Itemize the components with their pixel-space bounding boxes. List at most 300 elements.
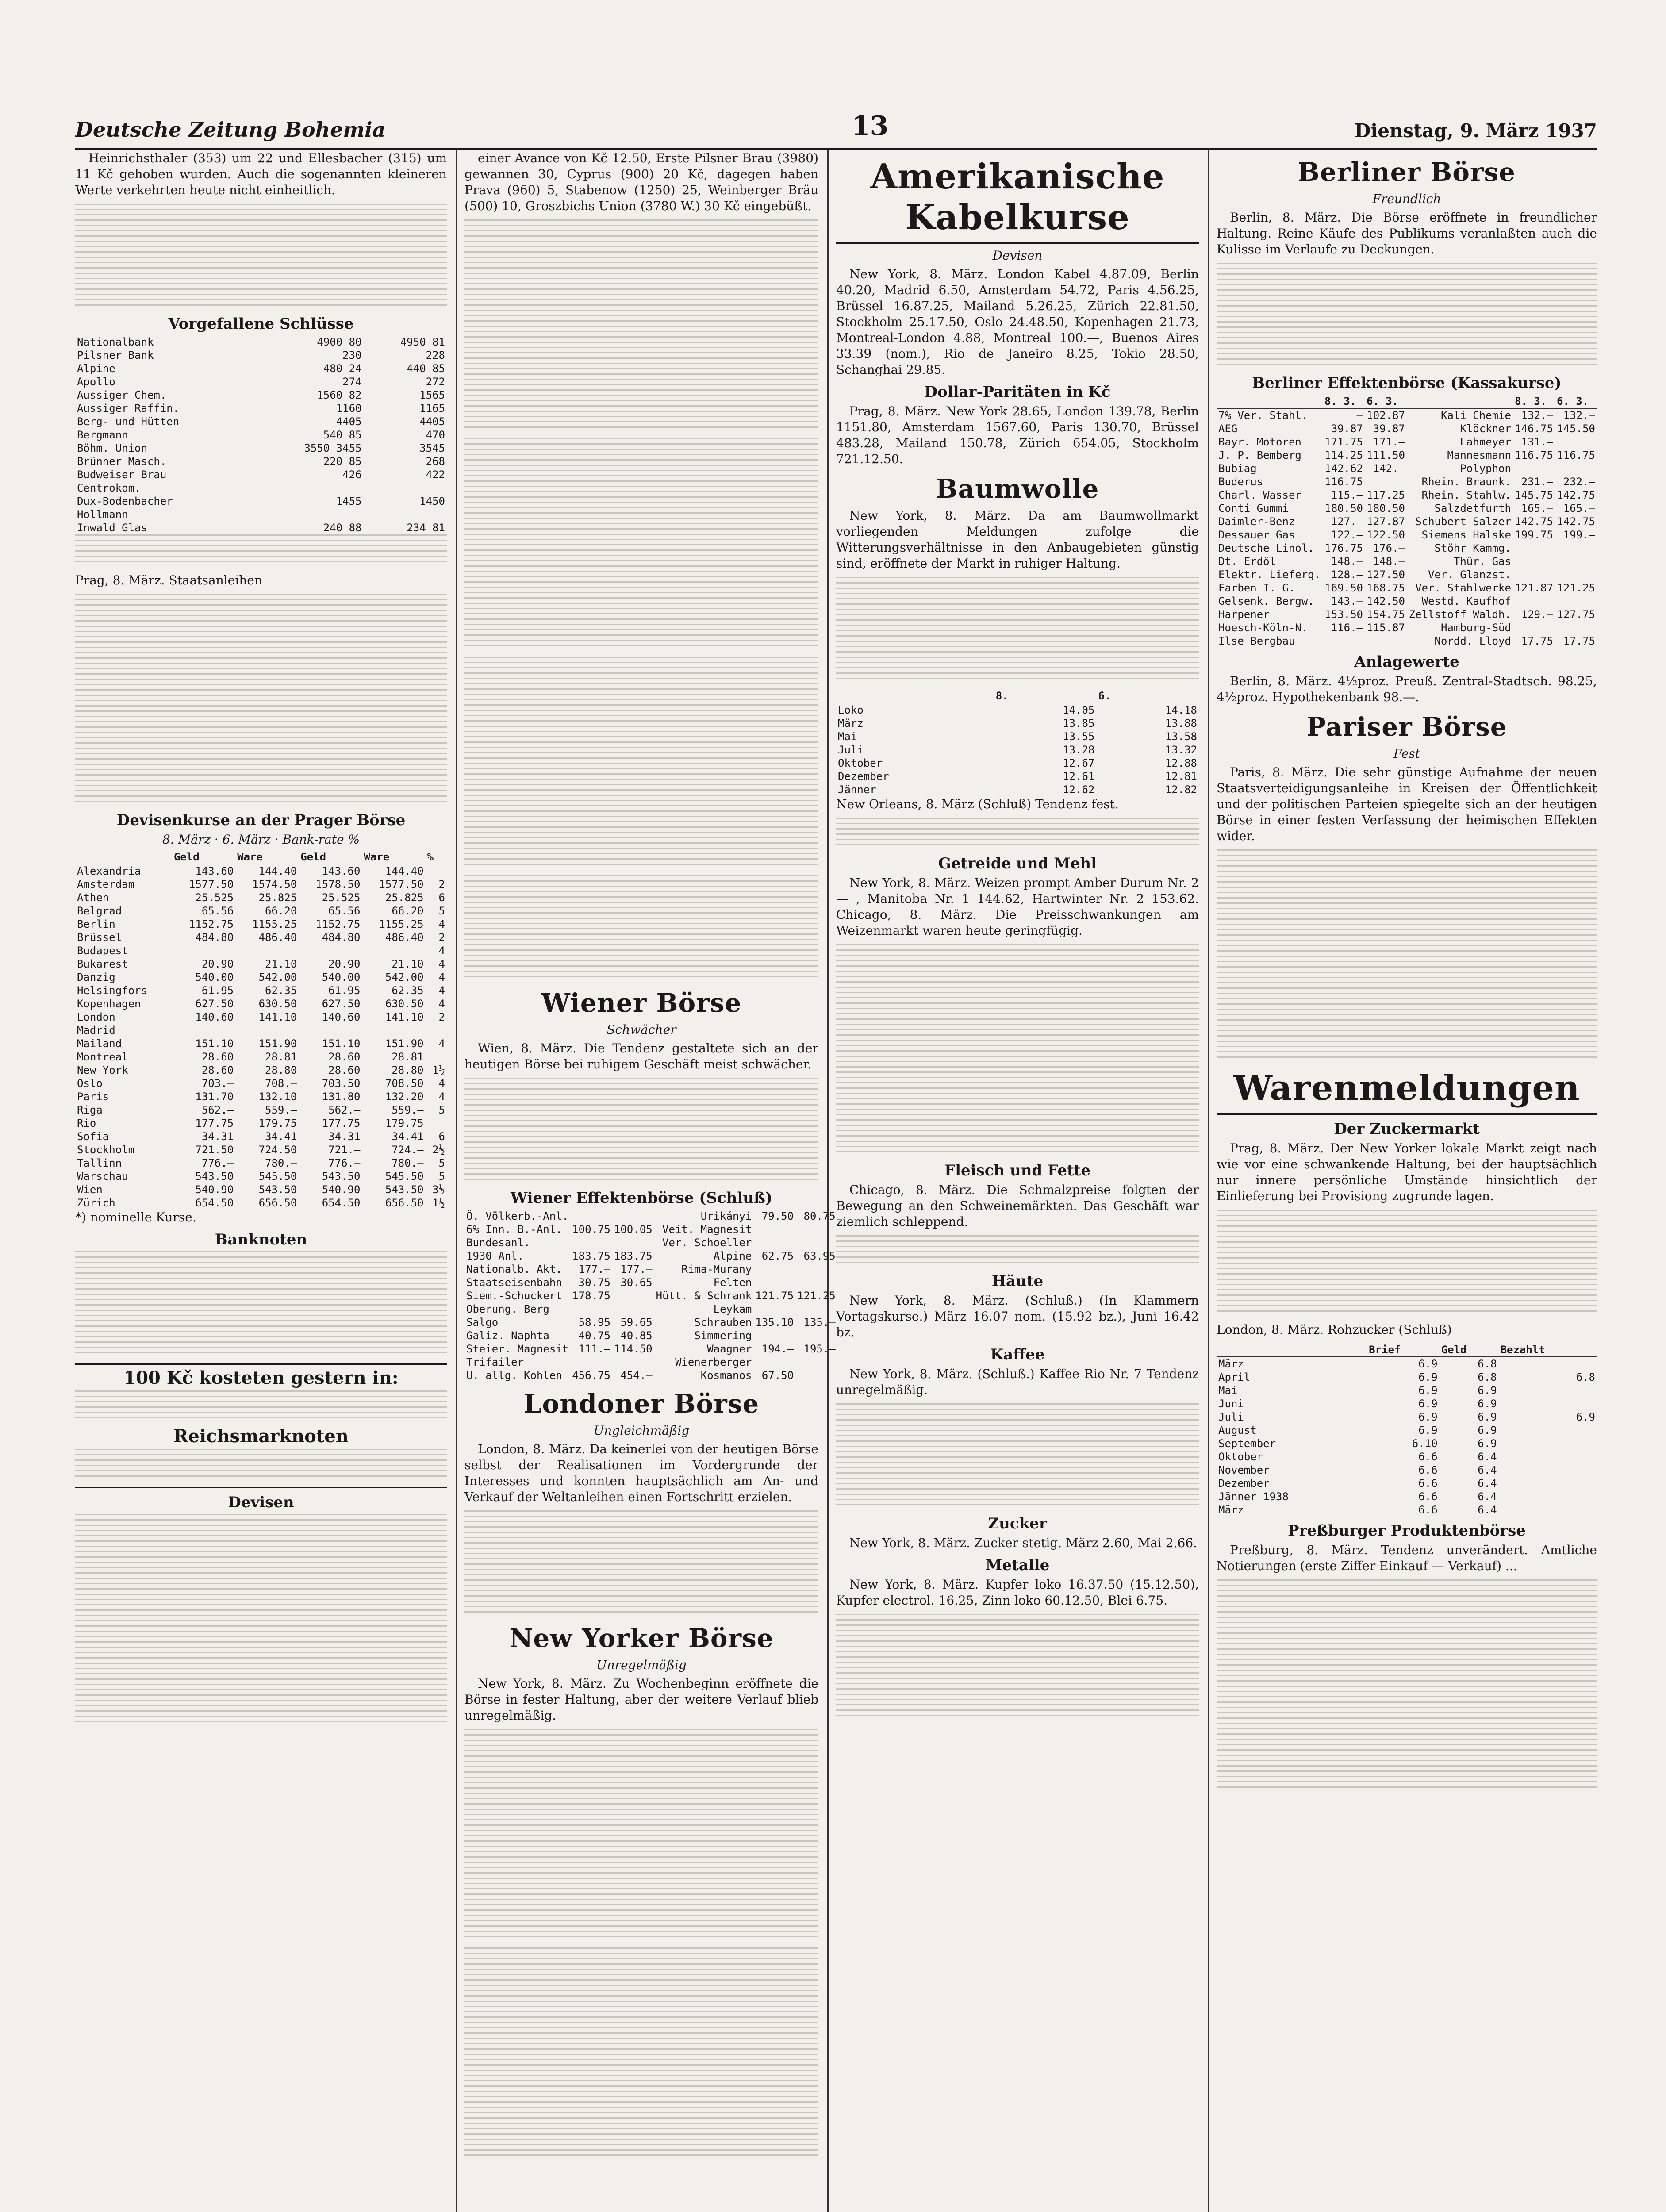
table-cell: 230 xyxy=(342,349,362,361)
table-cell: 169.50 xyxy=(1324,582,1363,594)
column-rule xyxy=(1208,150,1209,2212)
table-cell: 115.87 xyxy=(1367,622,1405,634)
table-cell: Urikányi xyxy=(700,1210,752,1222)
table-cell: 141.10 xyxy=(258,1011,297,1023)
table-cell: Salgo xyxy=(466,1316,499,1329)
table-cell: 486.40 xyxy=(258,931,297,944)
currency-row xyxy=(75,984,447,997)
table-cell xyxy=(1499,1397,1597,1410)
table-cell xyxy=(753,1329,795,1342)
article-text: einer Avance von Kč 12.50, Erste Pilsner Brau (3980) gewannen 30, Cyprus (900) 20 Kč, dagegen haben Prava (960) 5, Stabenow (1250) 25, Weinberger Bräu (500) 10, Groszbichs Union (3780 W.) 30 Kč eingebüßt. xyxy=(464,151,818,213)
table-cell: Thür. Gas xyxy=(1453,555,1511,568)
table-cell: Schrauben xyxy=(694,1316,752,1329)
article-text: New York, 8. März. Zu Wochenbeginn eröffnete die Börse in fester Haltung, aber der weitere Verlauf blieb unregelmäßig. xyxy=(464,1676,818,1723)
table-cell: 776.— xyxy=(201,1157,234,1169)
table-cell: Galiz. Naphta xyxy=(466,1329,549,1342)
table-cell xyxy=(795,1276,837,1289)
article-text: Wien, 8. März. Die Tendenz gestaltete sich an der heutigen Börse bei ruhigem Geschäft meist schwächer. xyxy=(464,1041,818,1071)
column-1 xyxy=(75,150,447,2212)
table-cell xyxy=(362,944,425,957)
table-cell xyxy=(1499,1490,1597,1503)
table-cell: Hoesch-Köln-N. xyxy=(1218,622,1308,634)
table-cell xyxy=(795,1329,837,1342)
stock-row xyxy=(464,1302,837,1316)
table-cell: 179.75 xyxy=(385,1117,424,1129)
table-cell: Centrokom. xyxy=(77,482,141,494)
sugar-table xyxy=(1217,1343,1597,1517)
table-cell: 151.90 xyxy=(385,1037,424,1050)
page-number: 13 xyxy=(851,111,889,142)
section-heading: Devisen xyxy=(228,1494,294,1511)
table-cell: 1455 xyxy=(336,495,362,507)
table-cell: 143.60 xyxy=(195,865,234,877)
stock-row xyxy=(464,1276,837,1289)
table-cell: 780.— xyxy=(265,1157,297,1169)
table-cell: 627.50 xyxy=(322,998,361,1010)
table-cell: 40.85 xyxy=(620,1329,653,1342)
table-cell: 1½ xyxy=(432,1064,445,1076)
table-cell: Salzdetfurth xyxy=(1434,502,1511,515)
berlin-stock-table xyxy=(1217,395,1597,648)
currency-row xyxy=(75,1037,447,1050)
table-cell: 6.6 xyxy=(1418,1490,1438,1503)
section-heading: New Yorker Börse xyxy=(509,1623,774,1653)
table-cell xyxy=(426,1050,447,1064)
section-heading: Berliner Effektenbörse (Kassakurse) xyxy=(1252,374,1562,392)
column-header: Ware xyxy=(362,850,425,864)
table-cell: 708.— xyxy=(265,1077,297,1090)
table-cell: 6.9 xyxy=(1478,1424,1497,1436)
article-text: Preßburg, 8. März. Tendenz unverändert. Amtliche Notierungen (erste Ziffer Einkauf — Verkauf) ... xyxy=(1217,1543,1597,1573)
table-cell: Rhein. Braunk. xyxy=(1421,476,1511,488)
column-header: 8. 3. xyxy=(1513,395,1555,408)
cotton-row xyxy=(836,743,1199,757)
stock-row xyxy=(75,442,447,455)
table-cell xyxy=(1365,475,1407,488)
table-cell: 274 xyxy=(342,376,362,388)
table-cell xyxy=(612,1356,654,1369)
table-cell: 13.58 xyxy=(1165,730,1197,743)
table-cell: 3½ xyxy=(432,1183,445,1196)
table-cell: 142.75 xyxy=(1557,489,1595,501)
table-cell: 232.— xyxy=(1563,476,1595,488)
table-cell: 542.00 xyxy=(385,971,424,983)
table-cell: 116.— xyxy=(1331,622,1363,634)
table-cell: 142.50 xyxy=(1367,595,1405,607)
section-heading: Pariser Börse xyxy=(1306,712,1507,742)
table-cell: 6.9 xyxy=(1418,1358,1438,1370)
table-cell xyxy=(426,1117,447,1130)
article-text: New York, 8. März. Kupfer loko 16.37.50 (15.12.50), Kupfer electrol. 16.25, Zinn loko 60.12.50, Blei 6.75. xyxy=(836,1577,1199,1608)
stock-row xyxy=(75,495,447,508)
section-heading: Dollar-Paritäten in Kč xyxy=(924,383,1111,401)
section-subheading: Schwächer xyxy=(607,1022,676,1037)
table-cell: 30.65 xyxy=(620,1276,653,1289)
table-subheading: 8. März · 6. März · Bank-rate % xyxy=(162,832,360,847)
table-cell: 654.50 xyxy=(322,1197,361,1209)
table-cell xyxy=(299,1024,362,1037)
table-cell: 151.10 xyxy=(322,1037,361,1050)
table-cell: Loko xyxy=(838,704,864,716)
table-cell: 780.— xyxy=(392,1157,424,1169)
table-cell: Budapest xyxy=(77,945,128,957)
stock-row xyxy=(1217,515,1597,528)
text-block xyxy=(1217,1210,1597,1316)
table-cell: 151.10 xyxy=(195,1037,234,1050)
table-cell xyxy=(612,1289,654,1302)
table-cell: Conti Gummi xyxy=(1218,502,1289,515)
table-cell: 562.— xyxy=(201,1104,234,1116)
table-cell: Sofia xyxy=(77,1130,109,1143)
sugar-row xyxy=(1217,1503,1597,1517)
column-header: 6. 3. xyxy=(1365,395,1407,408)
table-cell: 121.75 xyxy=(755,1290,794,1302)
table-cell: 6.8 xyxy=(1478,1358,1497,1370)
table-cell: Klöckner xyxy=(1460,422,1511,435)
table-cell: 135.10 xyxy=(755,1316,794,1329)
table-cell: — xyxy=(1356,409,1363,422)
currency-row xyxy=(75,878,447,891)
table-cell: 559.— xyxy=(392,1104,424,1116)
table-cell: Veit. Magnesit xyxy=(662,1223,752,1236)
vienna-stock-table xyxy=(464,1210,837,1382)
table-cell: 7% Ver. Stahl. xyxy=(1218,409,1308,422)
table-cell: 540.00 xyxy=(322,971,361,983)
table-cell: Gelsenk. Bergw. xyxy=(1218,595,1314,607)
article-text: Chicago, 8. März. Die Schmalzpreise folgten der Bewegung an den Schweinemärkten. Das Geschäft war ziemlich schleppend. xyxy=(836,1183,1199,1229)
table-cell: Alexandria xyxy=(77,865,141,877)
table-cell xyxy=(753,1236,795,1249)
section-heading: Amerikanische Kabelkurse xyxy=(836,157,1199,244)
table-cell: 1450 xyxy=(419,495,445,507)
article-text: Berlin, 8. März. 4½proz. Preuß. Zentral-Stadtsch. 98.25, 4½proz. Hypothekenbank 98.—. xyxy=(1217,674,1597,704)
table-cell: 151.90 xyxy=(258,1037,297,1050)
table-cell: 4405 xyxy=(419,415,445,428)
table-header-row xyxy=(836,689,1199,703)
table-cell: 4 xyxy=(438,1037,445,1050)
table-cell: 17.75 xyxy=(1521,635,1553,647)
table-cell: Danzig xyxy=(77,971,115,983)
section-subheading: Devisen xyxy=(992,248,1043,263)
table-cell: 6.4 xyxy=(1478,1477,1497,1490)
table-cell xyxy=(570,1302,612,1316)
table-cell: Paris xyxy=(77,1091,109,1103)
table-cell: 6.4 xyxy=(1478,1504,1497,1516)
table-cell: 6.9 xyxy=(1418,1384,1438,1397)
table-cell: Ilse Bergbau xyxy=(1218,635,1295,647)
table-cell: 102.87 xyxy=(1367,409,1405,422)
currency-row xyxy=(75,1090,447,1103)
table-cell: 142.— xyxy=(1373,462,1405,475)
stock-row xyxy=(75,521,447,534)
table-cell: 5 xyxy=(438,905,445,917)
currency-row xyxy=(75,997,447,1010)
table-cell: Böhm. Union xyxy=(77,442,147,454)
section-heading: Londoner Börse xyxy=(523,1389,760,1419)
table-cell: Riga xyxy=(77,1104,103,1116)
column-rule xyxy=(456,150,457,2212)
table-cell: 4950 81 xyxy=(400,336,445,348)
table-cell: Ver. Stahlwerke xyxy=(1415,582,1511,594)
table-cell xyxy=(570,1236,612,1249)
table-cell: Elektr. Lieferg. xyxy=(1218,568,1321,581)
table-cell: 28.60 xyxy=(201,1051,234,1063)
currency-row xyxy=(75,904,447,918)
column-header: Geld xyxy=(299,850,362,864)
table-cell: 6.9 xyxy=(1418,1371,1438,1383)
table-cell xyxy=(1555,541,1597,555)
table-cell: 199.— xyxy=(1563,529,1595,541)
table-cell: 545.50 xyxy=(385,1170,424,1183)
table-cell: 1½ xyxy=(432,1197,445,1209)
section-heading: Zucker xyxy=(988,1515,1047,1532)
column-header xyxy=(75,850,172,864)
currency-table xyxy=(75,850,447,1210)
currency-row xyxy=(75,1050,447,1064)
table-cell: Bubiag xyxy=(1218,462,1257,475)
table-cell: 121.25 xyxy=(1557,582,1595,594)
stock-row xyxy=(1217,462,1597,475)
text-block xyxy=(836,1235,1199,1267)
table-cell: 131.70 xyxy=(195,1091,234,1103)
stock-row xyxy=(75,455,447,468)
table-cell xyxy=(258,508,363,521)
table-cell: 80.75 xyxy=(803,1210,836,1222)
table-cell: Oktober xyxy=(838,757,883,769)
table-cell: 132.20 xyxy=(385,1091,424,1103)
column-header: 8. xyxy=(994,689,1097,703)
text-block xyxy=(464,1078,818,1184)
table-cell: 422 xyxy=(426,469,445,481)
table-cell: Inwald Glas xyxy=(77,522,147,534)
section-heading: Banknoten xyxy=(215,1231,307,1248)
section-heading: Wiener Effektenbörse (Schluß) xyxy=(511,1189,772,1207)
table-cell: Apollo xyxy=(77,376,115,388)
table-cell: Pilsner Bank xyxy=(77,349,154,361)
section-subheading: Fest xyxy=(1393,746,1420,761)
table-cell: Rio xyxy=(77,1117,96,1129)
stock-row xyxy=(75,508,447,521)
table-cell xyxy=(1555,568,1597,581)
table-cell: 630.50 xyxy=(258,998,297,1010)
table-cell: 6.9 xyxy=(1478,1437,1497,1450)
table-cell: J. P. Bemberg xyxy=(1218,449,1301,461)
stock-row xyxy=(1217,408,1597,422)
stock-row xyxy=(75,428,447,442)
sugar-row xyxy=(1217,1437,1597,1450)
table-cell xyxy=(235,944,299,957)
column-header: 8. 3. xyxy=(1323,395,1365,408)
table-cell: 6.9 xyxy=(1418,1424,1438,1436)
table-cell: 6.8 xyxy=(1478,1371,1497,1383)
table-cell: 144.40 xyxy=(385,865,424,877)
table-cell: 62.35 xyxy=(392,984,424,997)
divider xyxy=(75,1487,447,1488)
table-cell: Wien xyxy=(77,1183,103,1196)
table-cell: 14.05 xyxy=(1063,704,1095,716)
stock-row xyxy=(1217,555,1597,568)
currency-row xyxy=(75,971,447,984)
table-cell xyxy=(426,1024,447,1037)
table-cell xyxy=(1513,568,1555,581)
column-header: 6. 3. xyxy=(1555,395,1597,408)
table-cell: 177.75 xyxy=(195,1117,234,1129)
table-cell: 627.50 xyxy=(195,998,234,1010)
text-block xyxy=(836,818,1199,849)
table-cell: 153.50 xyxy=(1324,608,1363,621)
table-cell: Helsingfors xyxy=(77,984,147,997)
table-cell: 165.— xyxy=(1563,502,1595,515)
table-cell: 3550 3455 xyxy=(304,442,362,454)
table-cell: 176.75 xyxy=(1324,542,1363,554)
table-cell xyxy=(1555,435,1597,449)
table-cell: Lahmeyer xyxy=(1460,436,1511,448)
table-cell: Tallinn xyxy=(77,1157,122,1169)
table-cell: 1165 xyxy=(419,402,445,415)
table-cell: Schubert Salzer xyxy=(1415,515,1511,528)
sugar-row xyxy=(1217,1410,1597,1424)
table-cell: 61.95 xyxy=(328,984,361,997)
stock-row xyxy=(1217,634,1597,648)
currency-row xyxy=(75,918,447,931)
table-cell: Siemens Halske xyxy=(1421,529,1511,541)
table-cell: New York xyxy=(77,1064,128,1076)
table-cell: 127.— xyxy=(1331,515,1363,528)
table-cell xyxy=(1513,541,1555,555)
table-cell: 6% Inn. B.-Anl. xyxy=(466,1223,562,1236)
table-cell: 122.50 xyxy=(1367,529,1405,541)
table-cell: Felten xyxy=(713,1276,752,1289)
table-cell: 12.81 xyxy=(1165,770,1197,783)
table-cell: 116.75 xyxy=(1557,449,1595,461)
table-cell: Hütt. & Schrank xyxy=(656,1290,752,1302)
table-cell: 1577.50 xyxy=(379,878,424,891)
table-cell: 2 xyxy=(438,878,445,891)
text-block xyxy=(75,1449,447,1481)
table-cell: Mannesmann xyxy=(1447,449,1511,461)
stock-row xyxy=(75,468,447,481)
table-cell: 540.90 xyxy=(322,1183,361,1196)
stock-row xyxy=(464,1210,837,1223)
article-text: New York, 8. März. Zucker stetig. März 2.60, Mai 2.66. xyxy=(849,1536,1198,1550)
currency-row xyxy=(75,1156,447,1170)
table-cell: 630.50 xyxy=(385,998,424,1010)
table-cell: Brünner Masch. xyxy=(77,455,167,468)
table-cell: 656.50 xyxy=(258,1197,297,1209)
table-cell: 2 xyxy=(438,931,445,944)
table-cell: 25.825 xyxy=(385,891,424,904)
column-header xyxy=(1407,395,1513,408)
table-cell: 135.— xyxy=(803,1316,836,1329)
table-cell: November xyxy=(1218,1464,1270,1476)
table-cell: 14.18 xyxy=(1165,704,1197,716)
table-cell: 140.60 xyxy=(322,1011,361,1023)
table-cell: 724.— xyxy=(392,1144,424,1156)
table-cell: 703.50 xyxy=(322,1077,361,1090)
table-cell xyxy=(1365,634,1407,648)
table-cell: 39.87 xyxy=(1331,422,1363,435)
table-cell: 146.75 xyxy=(1515,422,1553,435)
article-text: New York, 8. März. (Schluß.) (In Klammern Vortagskurse.) März 16.07 nom. (15.92 bz.), Juni 16.42 bz. xyxy=(836,1293,1199,1340)
table-cell: 148.— xyxy=(1373,555,1405,568)
table-cell: 100.75 xyxy=(572,1223,610,1236)
table-cell: 4 xyxy=(438,984,445,997)
table-cell: Deutsche Linol. xyxy=(1218,542,1314,554)
table-cell: Ver. Glanzst. xyxy=(1428,568,1511,581)
stock-row xyxy=(75,349,447,362)
text-block xyxy=(75,1251,447,1357)
table-cell: 34.31 xyxy=(328,1130,361,1143)
table-cell: 13.28 xyxy=(1063,744,1095,756)
text-block xyxy=(836,1403,1199,1509)
table-cell: 480 24 xyxy=(323,362,362,375)
article-text: London, 8. März. Da keinerlei von der heutigen Börse selbst der Realisationen im Vordergrunde der Interesses und konnten hauptsächlich am An- und Verkauf der Weltanleihen einen Fortschritt erzielen. xyxy=(464,1442,818,1504)
table-cell: 1155.25 xyxy=(379,918,424,930)
table-cell: Simmering xyxy=(694,1329,752,1342)
column-header xyxy=(1217,1343,1367,1357)
table-cell: 34.41 xyxy=(392,1130,424,1143)
sugar-row xyxy=(1217,1477,1597,1490)
table-cell: 426 xyxy=(342,469,362,481)
table-cell: Athen xyxy=(77,891,109,904)
table-cell xyxy=(426,864,447,878)
table-cell: 30.75 xyxy=(578,1276,610,1289)
column-4 xyxy=(1217,150,1597,2212)
stock-row xyxy=(464,1369,837,1382)
table-cell: Alpine xyxy=(77,362,115,375)
table-cell: Aussiger Raffin. xyxy=(77,402,180,415)
table-cell: 17.75 xyxy=(1563,635,1595,647)
table-cell: Hamburg-Süd xyxy=(1440,622,1511,634)
table-cell: 144.40 xyxy=(258,865,297,877)
table-cell: 194.— xyxy=(761,1343,794,1355)
table-cell xyxy=(1499,1384,1597,1397)
table-cell: 183.75 xyxy=(572,1250,610,1262)
table-cell: 1578.50 xyxy=(315,878,361,891)
table-cell: 6.8 xyxy=(1576,1371,1595,1383)
table-cell: 59.65 xyxy=(620,1316,653,1329)
table-cell xyxy=(612,1210,654,1223)
table-cell xyxy=(1555,595,1597,608)
stock-row xyxy=(75,402,447,415)
table-cell: 25.525 xyxy=(322,891,361,904)
table-cell: 176.— xyxy=(1373,542,1405,554)
stock-row xyxy=(1217,595,1597,608)
section-heading: Metalle xyxy=(985,1556,1050,1574)
table-cell: Daimler-Benz xyxy=(1218,515,1295,528)
table-cell: 128.— xyxy=(1331,568,1363,581)
table-cell: 540 85 xyxy=(323,429,362,441)
column-header: Brief xyxy=(1367,1343,1439,1357)
table-cell xyxy=(235,1024,299,1037)
table-cell: 111.50 xyxy=(1367,449,1405,461)
table-cell: 116.75 xyxy=(1324,476,1363,488)
table-cell: Berlin xyxy=(77,918,115,930)
table-cell: März xyxy=(838,717,864,730)
box-heading: Reichsmarknoten xyxy=(173,1426,349,1447)
cotton-row xyxy=(836,783,1199,796)
table-cell xyxy=(1513,555,1555,568)
table-header-row xyxy=(75,850,447,864)
text-block xyxy=(464,1729,818,1941)
section-heading: Kaffee xyxy=(990,1346,1045,1363)
table-header-row xyxy=(1217,395,1597,408)
table-cell: 115.— xyxy=(1331,489,1363,501)
table-cell xyxy=(795,1236,837,1249)
table-cell: 540.00 xyxy=(195,971,234,983)
sugar-row xyxy=(1217,1450,1597,1463)
table-cell: Aussiger Chem. xyxy=(77,389,167,401)
